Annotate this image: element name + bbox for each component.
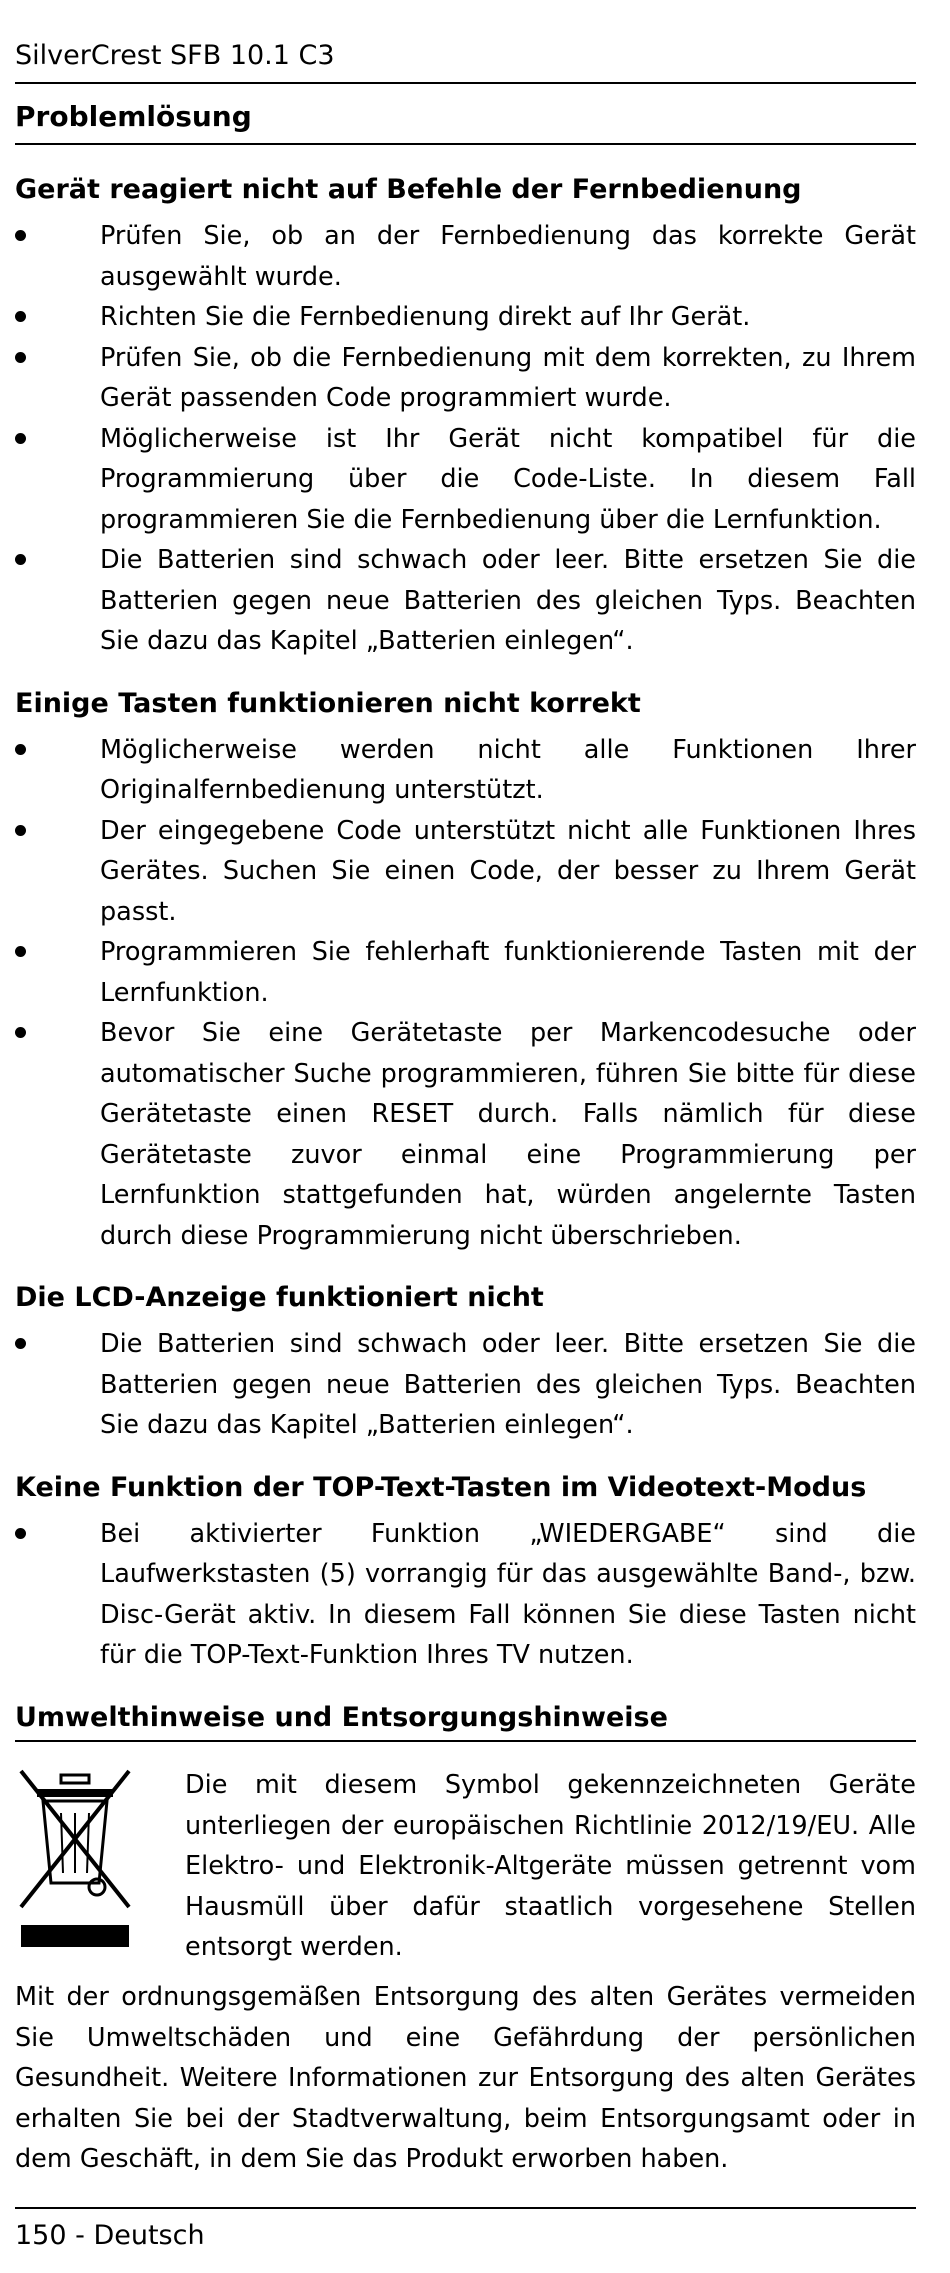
list-item — [15, 730, 916, 811]
list-item — [15, 297, 916, 338]
running-header: SilverCrest SFB 10.1 C3 — [15, 40, 335, 71]
bullet-icon — [15, 554, 26, 565]
list-item — [15, 216, 916, 297]
bullet-icon — [15, 1027, 26, 1038]
subsection-heading: Keine Funktion der TOP-Text-Tasten im Videotext-Modus — [15, 1471, 867, 1503]
crossed-out-wheelie-bin-icon — [15, 1765, 135, 1950]
troubleshooting-content — [15, 172, 916, 1742]
environment-heading: Umwelthinweise und Entsorgungshinweise — [15, 1701, 668, 1733]
list-item — [15, 1013, 916, 1256]
footer-rule — [15, 2207, 916, 2209]
page-footer: 150 - Deutsch — [15, 2220, 205, 2251]
list-item-text: Die Batterien sind schwach oder leer. Bitte ersetzen Sie die Batterien gegen neue Batterien des gleichen Typs. Beachten Sie dazu das Kapitel „Batterien einlegen“. — [100, 545, 916, 656]
subsection-heading: Einige Tasten funktionieren nicht korrekt — [15, 687, 641, 719]
list-item-text: Bevor Sie eine Gerätetaste per Markencodesuche oder automatischer Suche programmieren, führen Sie bitte für diese Gerätetaste einen RESET durch. Falls nämlich für diese Gerätetaste zuvor einmal eine Programmierung per Lernfunktion stattgefunden hat, würden angelernte Tasten durch diese Programmierung nicht überschrieben. — [100, 1018, 916, 1251]
subsection-heading: Gerät reagiert nicht auf Befehle der Fernbedienung — [15, 174, 802, 205]
bullet-list — [15, 1324, 916, 1446]
list-item — [15, 540, 916, 662]
list-item — [15, 419, 916, 541]
bullet-icon — [15, 946, 26, 957]
section-title: Problemlösung — [15, 100, 252, 133]
section-title-rule — [15, 143, 916, 145]
bullet-list — [15, 216, 916, 662]
subsection-heading: Die LCD-Anzeige funktioniert nicht — [15, 1282, 544, 1313]
disposal-paragraph: Mit der ordnungsgemäßen Entsorgung des alten Gerätes vermeiden Sie Umweltschäden und eine Gefährdung der persönlichen Gesundheit. Weitere Informationen zur Entsorgung des alten Gerätes erhalten Sie bei der Stadtverwaltung, beim Entsorgungsamt oder in dem Geschäft, in dem Sie das Produkt erworben haben. — [15, 1982, 916, 2174]
list-item-text: Bei aktivierter Funktion „WIEDERGABE“ sind die Laufwerkstasten (5) vorrangig für das ausgewählte Band-, bzw. Disc-Gerät aktiv. In diesem Fall können Sie diese Tasten nicht für die TOP-Text-Funktion Ihres TV nutzen. — [100, 1518, 916, 1670]
bullet-icon — [15, 311, 26, 322]
bullet-icon — [15, 1528, 26, 1539]
bullet-list — [15, 1514, 916, 1676]
list-item-text: Prüfen Sie, ob an der Fernbedienung das korrekte Gerät ausgewählt wurde. — [100, 221, 916, 292]
list-item — [15, 1514, 916, 1676]
list-item — [15, 811, 916, 933]
bullet-icon — [15, 744, 26, 755]
bullet-icon — [15, 230, 26, 241]
list-item-text: Möglicherweise werden nicht alle Funktionen Ihrer Originalfernbedienung unterstützt. — [100, 734, 916, 805]
list-item-text: Möglicherweise ist Ihr Gerät nicht kompatibel für die Programmierung über die Code-Liste. In diesem Fall programmieren Sie die Fernbedienung über die Lernfunktion. — [100, 423, 916, 535]
list-item-text: Die Batterien sind schwach oder leer. Bitte ersetzen Sie die Batterien gegen neue Batterien des gleichen Typs. Beachten Sie dazu das Kapitel „Batterien einlegen“. — [100, 1329, 916, 1440]
bullet-icon — [15, 433, 26, 444]
environment-rule — [15, 1740, 916, 1742]
list-item-text: Programmieren Sie fehlerhaft funktionierende Tasten mit der Lernfunktion. — [100, 937, 916, 1008]
header-rule — [15, 82, 916, 84]
list-item-text: Der eingegebene Code unterstützt nicht alle Funktionen Ihres Gerätes. Suchen Sie einen Code, der besser zu Ihrem Gerät passt. — [100, 815, 916, 927]
list-item-text: Richten Sie die Fernbedienung direkt auf Ihr Gerät. — [100, 302, 751, 332]
bullet-icon — [15, 1338, 26, 1349]
bullet-icon — [15, 825, 26, 836]
weee-notice — [15, 1765, 916, 1962]
list-item — [15, 338, 916, 419]
bullet-icon — [15, 352, 26, 363]
document-page — [15, 0, 916, 2273]
list-item-text: Prüfen Sie, ob die Fernbedienung mit dem korrekten, zu Ihrem Gerät passenden Code programmiert wurde. — [100, 342, 916, 413]
list-item — [15, 932, 916, 1013]
weee-symbol-text: Die mit diesem Symbol gekennzeichneten Geräte unterliegen der europäischen Richtlinie 2012/19/EU. Alle Elektro- und Elektronik-Altgeräte müssen getrennt vom Hausmüll über dafür staatlich vorgesehene Stellen entsorgt werden. — [185, 1770, 916, 1962]
list-item — [15, 1324, 916, 1446]
bullet-list — [15, 730, 916, 1257]
